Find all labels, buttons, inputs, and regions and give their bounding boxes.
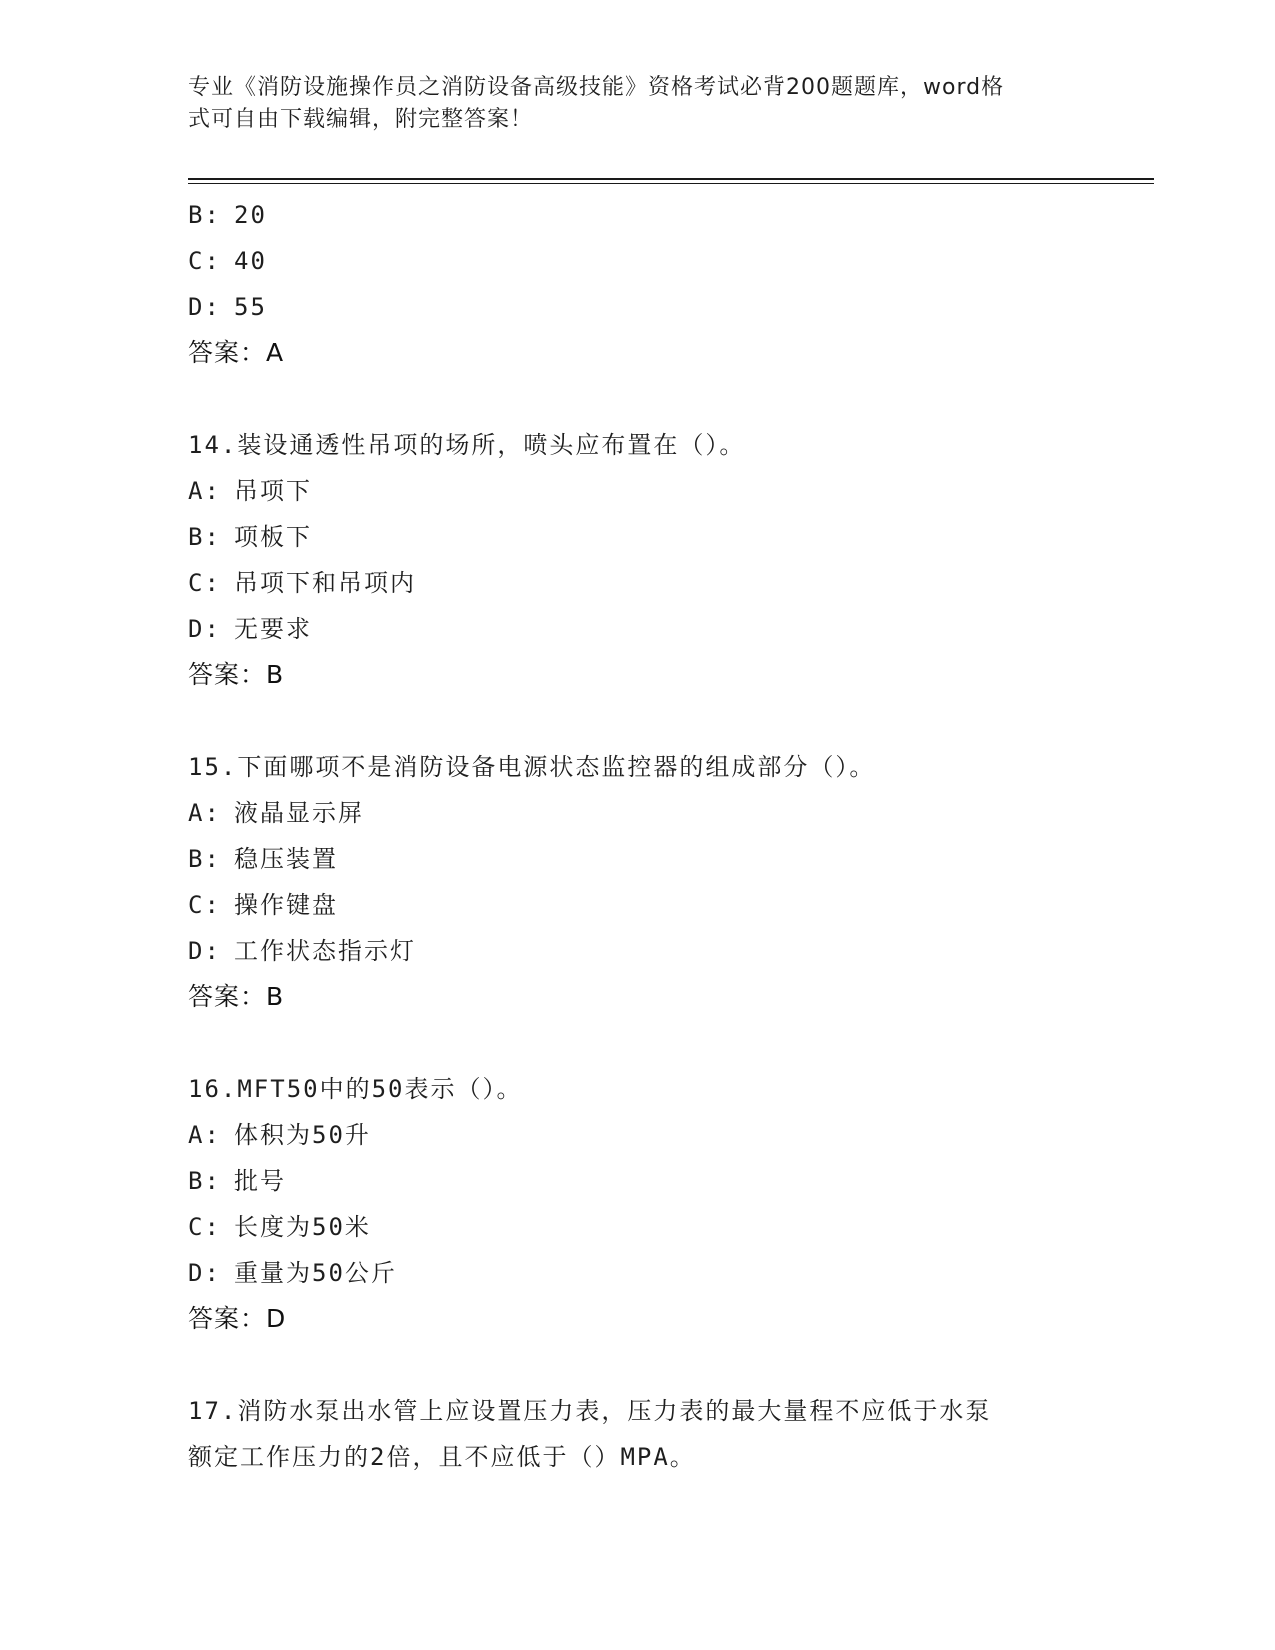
option-a (188, 790, 1148, 836)
option-d (188, 606, 1148, 652)
spacer (188, 1020, 1148, 1066)
option-c (188, 882, 1148, 928)
option-text: 吊项下 (234, 477, 312, 505)
option-text: 55 (234, 293, 267, 321)
option-label: B: (188, 523, 221, 551)
option-a (188, 1112, 1148, 1158)
option-d (188, 1250, 1148, 1296)
option-c (188, 238, 1148, 284)
option-label: A: (188, 1121, 221, 1149)
answer: 答案：D (188, 1304, 287, 1333)
option-text: 操作键盘 (234, 891, 338, 919)
question-16 (188, 1066, 1148, 1342)
answer: 答案：B (188, 660, 285, 689)
option-label: D: (188, 937, 221, 965)
question-stem-line-2: 额定工作压力的2倍，且不应低于（）MPA。 (188, 1443, 696, 1471)
option-text: 无要求 (234, 615, 312, 643)
question-stem: 15.下面哪项不是消防设备电源状态监控器的组成部分（）。 (188, 753, 876, 781)
question-stem: 16.MFT50中的50表示（）。 (188, 1075, 523, 1103)
option-label: C: (188, 247, 221, 275)
option-text: 20 (234, 201, 267, 229)
question-13-tail (188, 192, 1148, 376)
option-text: 稳压装置 (234, 845, 338, 873)
answer: 答案：B (188, 982, 285, 1011)
question-stem: 14.装设通透性吊项的场所，喷头应布置在（）。 (188, 431, 746, 459)
option-b (188, 192, 1148, 238)
option-text: 工作状态指示灯 (234, 937, 416, 965)
option-label: C: (188, 569, 221, 597)
option-text: 长度为50米 (234, 1213, 371, 1241)
document-header (188, 72, 1068, 136)
option-text: 重量为50公斤 (234, 1259, 397, 1287)
question-14 (188, 422, 1148, 698)
option-label: C: (188, 891, 221, 919)
option-text: 体积为50升 (234, 1121, 371, 1149)
option-b (188, 836, 1148, 882)
option-b (188, 1158, 1148, 1204)
spacer (188, 1342, 1148, 1388)
option-label: C: (188, 1213, 221, 1241)
option-label: A: (188, 799, 221, 827)
option-d (188, 284, 1148, 330)
option-label: B: (188, 1167, 221, 1195)
option-text: 批号 (234, 1167, 286, 1195)
header-divider-thin (188, 183, 1154, 184)
header-line-2: 式可自由下载编辑，附完整答案！ (188, 107, 534, 132)
spacer (188, 698, 1148, 744)
option-b (188, 514, 1148, 560)
question-list (188, 192, 1148, 1480)
option-c (188, 560, 1148, 606)
option-text: 液晶显示屏 (234, 799, 364, 827)
header-line-1: 专业《消防设施操作员之消防设备高级技能》资格考试必背200题题库，word格 (188, 75, 1005, 100)
option-label: B: (188, 845, 221, 873)
spacer (188, 376, 1148, 422)
question-17 (188, 1388, 1148, 1480)
header-divider-thick (188, 178, 1154, 180)
option-a (188, 468, 1148, 514)
option-label: D: (188, 1259, 221, 1287)
option-text: 项板下 (234, 523, 312, 551)
option-c (188, 1204, 1148, 1250)
option-d (188, 928, 1148, 974)
option-text: 吊项下和吊项内 (234, 569, 416, 597)
option-label: B: (188, 201, 221, 229)
option-label: A: (188, 477, 221, 505)
option-label: D: (188, 293, 221, 321)
option-text: 40 (234, 247, 267, 275)
answer: 答案：A (188, 338, 285, 367)
option-label: D: (188, 615, 221, 643)
question-stem-line-1: 17.消防水泵出水管上应设置压力表，压力表的最大量程不应低于水泵 (188, 1397, 992, 1425)
question-15 (188, 744, 1148, 1020)
